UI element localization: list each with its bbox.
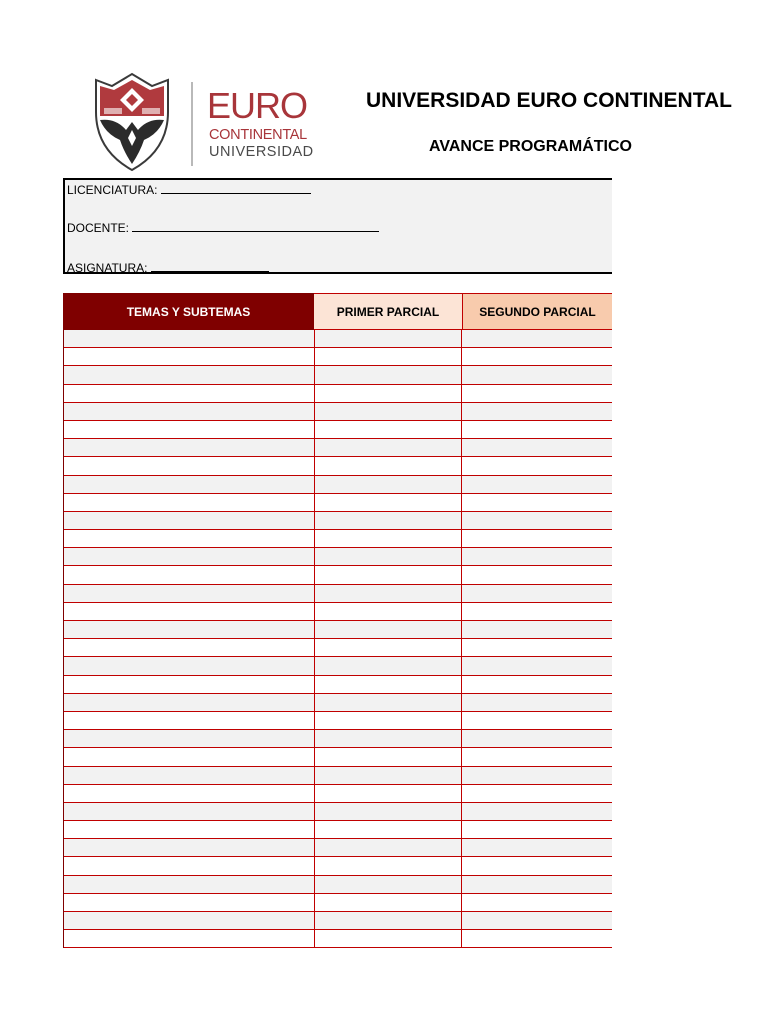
cell-primer-parcial[interactable]	[315, 821, 463, 838]
cell-temas[interactable]	[64, 894, 315, 911]
document-title: UNIVERSIDAD EURO CONTINENTAL	[366, 89, 732, 112]
cell-temas[interactable]	[64, 712, 315, 729]
cell-temas[interactable]	[64, 348, 315, 365]
table-row	[64, 930, 612, 948]
cell-segundo-parcial[interactable]	[462, 639, 612, 656]
column-header-temas: TEMAS Y SUBTEMAS	[63, 293, 314, 330]
cell-temas[interactable]	[64, 730, 315, 747]
cell-segundo-parcial[interactable]	[462, 803, 612, 820]
table-row	[64, 512, 612, 530]
cell-temas[interactable]	[64, 767, 315, 784]
table-row	[64, 457, 612, 475]
cell-segundo-parcial[interactable]	[462, 857, 612, 874]
cell-temas[interactable]	[64, 330, 315, 347]
table-row	[64, 548, 612, 566]
table-row	[64, 912, 612, 930]
cell-segundo-parcial[interactable]	[462, 457, 612, 474]
table-row	[64, 348, 612, 366]
table-row	[64, 439, 612, 457]
cell-primer-parcial[interactable]	[315, 730, 463, 747]
cell-temas[interactable]	[64, 548, 315, 565]
cell-segundo-parcial[interactable]	[462, 512, 612, 529]
cell-segundo-parcial[interactable]	[462, 912, 612, 929]
cell-segundo-parcial[interactable]	[462, 366, 612, 383]
table-row	[64, 821, 612, 839]
licenciatura-field[interactable]	[161, 182, 311, 194]
cell-segundo-parcial[interactable]	[462, 767, 612, 784]
cell-segundo-parcial[interactable]	[462, 657, 612, 674]
cell-temas[interactable]	[64, 676, 315, 693]
table-row	[64, 785, 612, 803]
cell-temas[interactable]	[64, 785, 315, 802]
cell-segundo-parcial[interactable]	[462, 421, 612, 438]
cell-temas[interactable]	[64, 366, 315, 383]
docente-field[interactable]	[132, 220, 379, 232]
cell-segundo-parcial[interactable]	[462, 330, 612, 347]
cell-temas[interactable]	[64, 876, 315, 893]
cell-temas[interactable]	[64, 603, 315, 620]
cell-primer-parcial[interactable]	[315, 330, 463, 347]
table-row	[64, 403, 612, 421]
table-row	[64, 767, 612, 785]
cell-temas[interactable]	[64, 657, 315, 674]
table-row	[64, 657, 612, 675]
table-row	[64, 748, 612, 766]
table-row	[64, 857, 612, 875]
cell-temas[interactable]	[64, 694, 315, 711]
cell-temas[interactable]	[64, 585, 315, 602]
table-row	[64, 585, 612, 603]
cell-segundo-parcial[interactable]	[462, 603, 612, 620]
table-row	[64, 330, 612, 348]
cell-primer-parcial[interactable]	[315, 748, 463, 765]
table-row	[64, 639, 612, 657]
cell-primer-parcial[interactable]	[315, 439, 463, 456]
table-row	[64, 566, 612, 584]
cell-primer-parcial[interactable]	[315, 530, 463, 547]
cell-primer-parcial[interactable]	[315, 457, 463, 474]
cell-temas[interactable]	[64, 530, 315, 547]
cell-primer-parcial[interactable]	[315, 548, 463, 565]
table-row	[64, 421, 612, 439]
cell-primer-parcial[interactable]	[315, 566, 463, 583]
cell-temas[interactable]	[64, 421, 315, 438]
cell-primer-parcial[interactable]	[315, 421, 463, 438]
cell-segundo-parcial[interactable]	[462, 876, 612, 893]
cell-temas[interactable]	[64, 803, 315, 820]
cell-primer-parcial[interactable]	[315, 348, 463, 365]
table-row	[64, 694, 612, 712]
cell-segundo-parcial[interactable]	[462, 621, 612, 638]
cell-segundo-parcial[interactable]	[462, 494, 612, 511]
cell-segundo-parcial[interactable]	[462, 530, 612, 547]
cell-segundo-parcial[interactable]	[462, 785, 612, 802]
cell-primer-parcial[interactable]	[315, 767, 463, 784]
cell-temas[interactable]	[64, 748, 315, 765]
cell-segundo-parcial[interactable]	[462, 439, 612, 456]
asignatura-field[interactable]	[151, 260, 269, 272]
cell-primer-parcial[interactable]	[315, 639, 463, 656]
cell-primer-parcial[interactable]	[315, 694, 463, 711]
cell-temas[interactable]	[64, 930, 315, 947]
cell-segundo-parcial[interactable]	[462, 385, 612, 402]
cell-primer-parcial[interactable]	[315, 657, 463, 674]
cell-primer-parcial[interactable]	[315, 839, 463, 856]
logo-word-continental: CONTINENTAL	[209, 127, 307, 143]
cell-temas[interactable]	[64, 639, 315, 656]
asignatura-row	[67, 260, 269, 275]
cell-primer-parcial[interactable]	[315, 621, 463, 638]
cell-primer-parcial[interactable]	[315, 512, 463, 529]
cell-segundo-parcial[interactable]	[462, 748, 612, 765]
cell-temas[interactable]	[64, 385, 315, 402]
table-row	[64, 603, 612, 621]
table-row	[64, 366, 612, 384]
cell-primer-parcial[interactable]	[315, 494, 463, 511]
cell-segundo-parcial[interactable]	[462, 694, 612, 711]
docente-row	[67, 220, 379, 235]
table-row	[64, 894, 612, 912]
document-subtitle: AVANCE PROGRAMÁTICO	[429, 138, 632, 155]
table-body	[63, 330, 612, 948]
cell-primer-parcial[interactable]	[315, 385, 463, 402]
logo-divider	[191, 82, 193, 166]
cell-temas[interactable]	[64, 439, 315, 456]
cell-temas[interactable]	[64, 403, 315, 420]
cell-primer-parcial[interactable]	[315, 585, 463, 602]
cell-segundo-parcial[interactable]	[462, 585, 612, 602]
cell-segundo-parcial[interactable]	[462, 894, 612, 911]
table-row	[64, 839, 612, 857]
cell-temas[interactable]	[64, 494, 315, 511]
cell-temas[interactable]	[64, 912, 315, 929]
table-header	[63, 293, 612, 330]
cell-temas[interactable]	[64, 512, 315, 529]
table-row	[64, 494, 612, 512]
cell-temas[interactable]	[64, 857, 315, 874]
cell-temas[interactable]	[64, 566, 315, 583]
cell-primer-parcial[interactable]	[315, 857, 463, 874]
cell-primer-parcial[interactable]	[315, 912, 463, 929]
cell-segundo-parcial[interactable]	[462, 839, 612, 856]
cell-segundo-parcial[interactable]	[462, 566, 612, 583]
cell-primer-parcial[interactable]	[315, 712, 463, 729]
licenciatura-row	[67, 182, 311, 197]
cell-segundo-parcial[interactable]	[462, 712, 612, 729]
table-row	[64, 712, 612, 730]
table-row	[64, 803, 612, 821]
cell-primer-parcial[interactable]	[315, 403, 463, 420]
cell-primer-parcial[interactable]	[315, 803, 463, 820]
crest-icon	[92, 72, 172, 172]
cell-temas[interactable]	[64, 457, 315, 474]
table-row	[64, 676, 612, 694]
licenciatura-label: LICENCIATURA:	[67, 183, 158, 197]
cell-temas[interactable]	[64, 839, 315, 856]
cell-primer-parcial[interactable]	[315, 930, 463, 947]
info-box	[63, 178, 612, 274]
cell-segundo-parcial[interactable]	[462, 548, 612, 565]
cell-primer-parcial[interactable]	[315, 894, 463, 911]
asignatura-label: ASIGNATURA:	[67, 261, 148, 275]
logo-word-euro: EURO	[207, 85, 308, 126]
docente-label: DOCENTE:	[67, 221, 130, 235]
logo-word-universidad: UNIVERSIDAD	[209, 144, 314, 160]
table-row	[64, 730, 612, 748]
cell-primer-parcial[interactable]	[315, 676, 463, 693]
cell-segundo-parcial[interactable]	[462, 476, 612, 493]
cell-segundo-parcial[interactable]	[462, 348, 612, 365]
cell-primer-parcial[interactable]	[315, 785, 463, 802]
cell-segundo-parcial[interactable]	[462, 730, 612, 747]
cell-segundo-parcial[interactable]	[462, 821, 612, 838]
table-row	[64, 385, 612, 403]
cell-temas[interactable]	[64, 821, 315, 838]
table-row	[64, 530, 612, 548]
cell-primer-parcial[interactable]	[315, 603, 463, 620]
cell-segundo-parcial[interactable]	[462, 403, 612, 420]
cell-temas[interactable]	[64, 621, 315, 638]
cell-segundo-parcial[interactable]	[462, 930, 612, 947]
cell-primer-parcial[interactable]	[315, 876, 463, 893]
cell-segundo-parcial[interactable]	[462, 676, 612, 693]
cell-primer-parcial[interactable]	[315, 366, 463, 383]
cell-primer-parcial[interactable]	[315, 476, 463, 493]
table-row	[64, 476, 612, 494]
column-header-segundo-parcial: SEGUNDO PARCIAL	[462, 293, 612, 330]
progress-table	[63, 293, 612, 948]
table-row	[64, 876, 612, 894]
cell-temas[interactable]	[64, 476, 315, 493]
table-row	[64, 621, 612, 639]
column-header-primer-parcial: PRIMER PARCIAL	[314, 293, 462, 330]
